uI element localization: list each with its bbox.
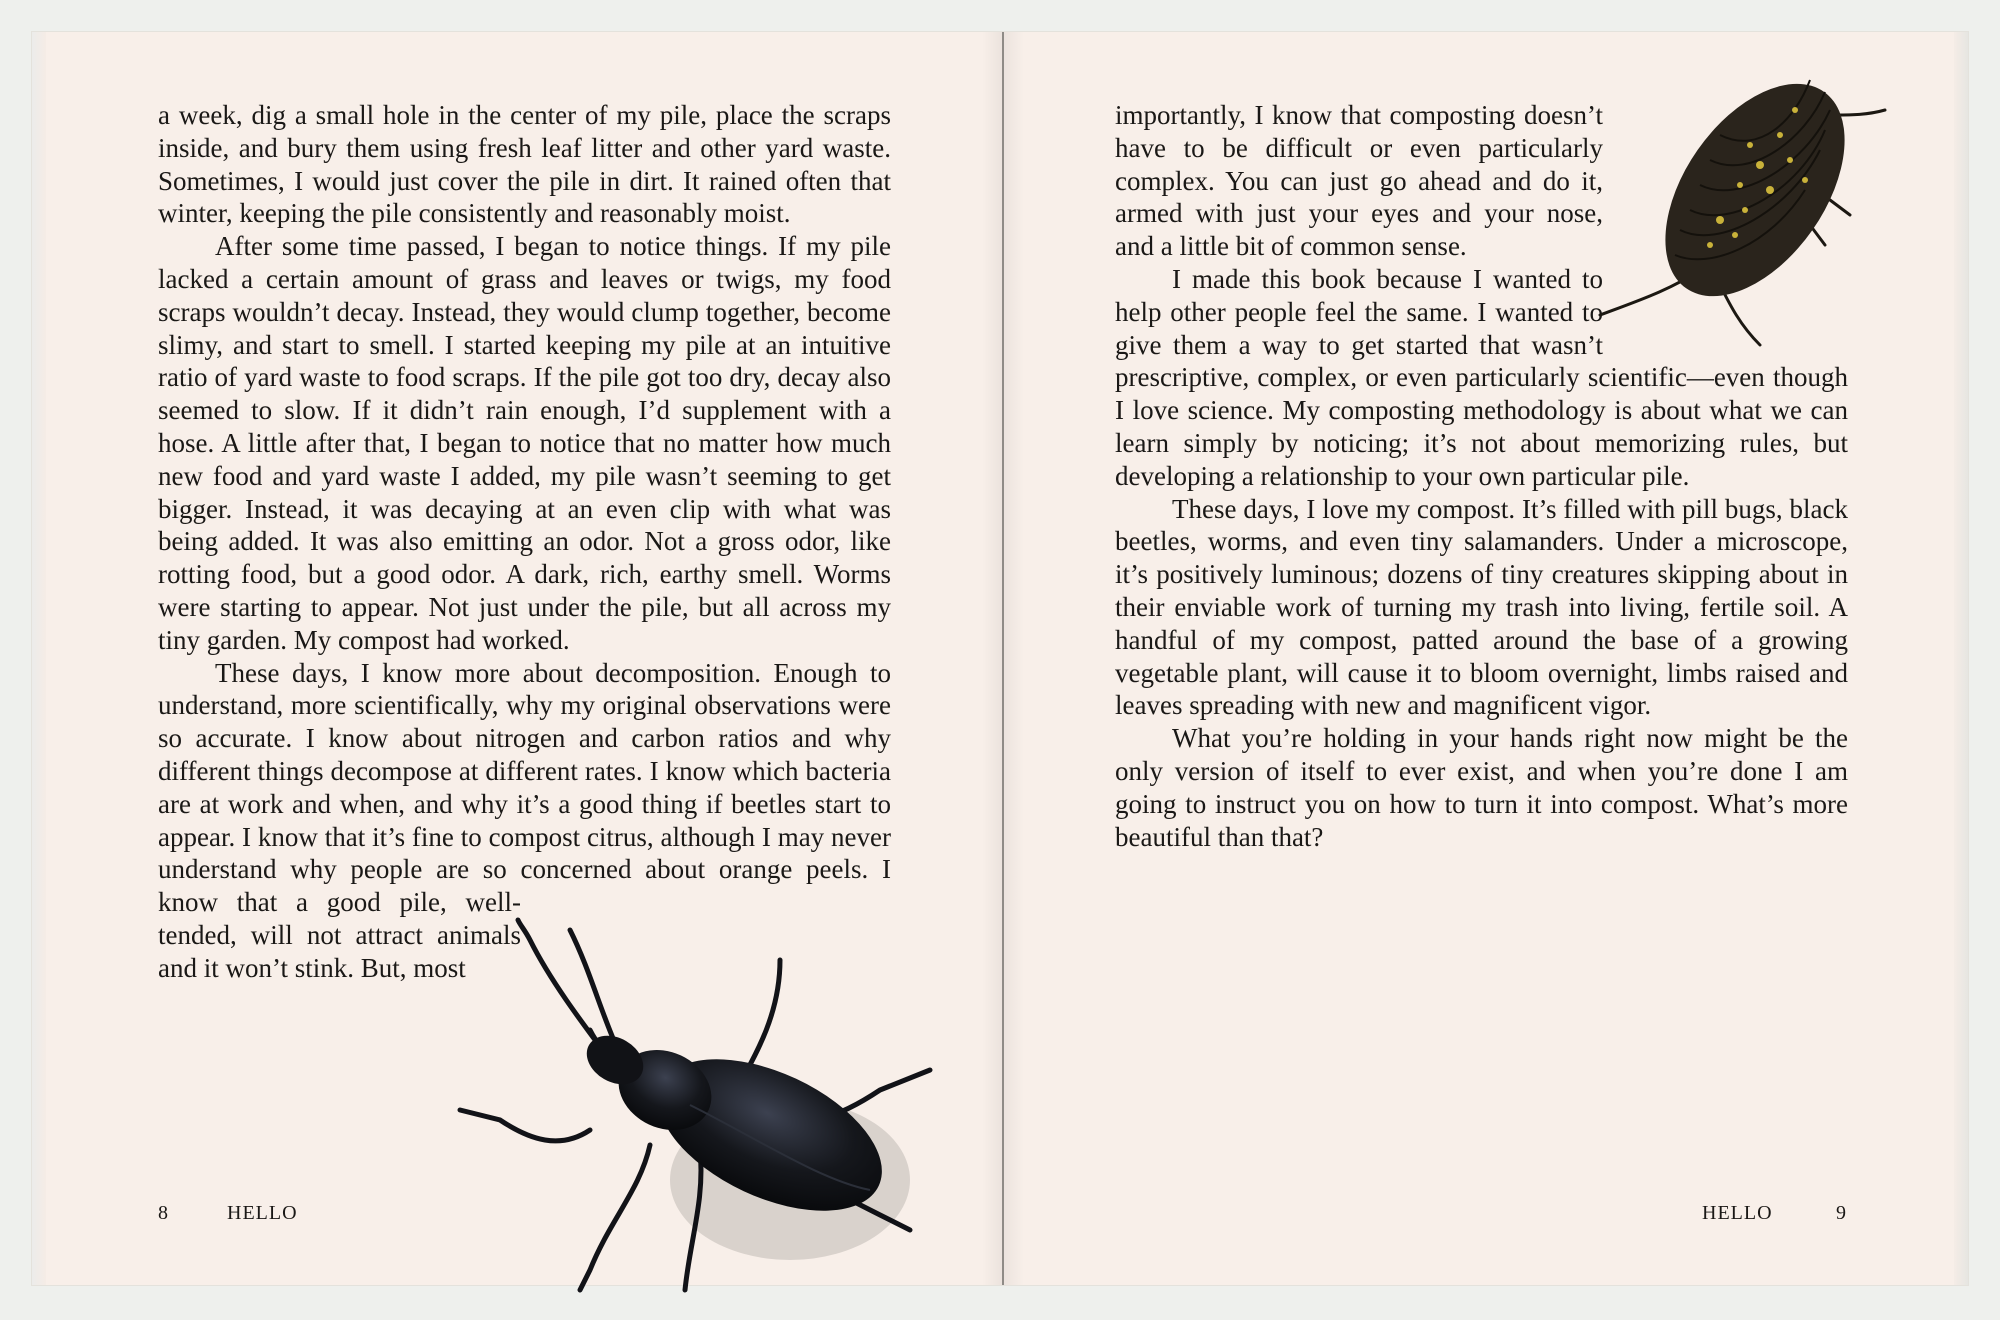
- right-paragraph-4: What you’re holding in your hands right now might be the only version of itself to ever exist, and when you’re done I am going to instruct you on how to turn it into compost. What’s more beautiful than that?: [1115, 723, 1848, 852]
- right-page-edge: [1954, 32, 1968, 1285]
- ground-beetle-illustration: [440, 900, 960, 1300]
- gutter-shadow-left: [982, 32, 1002, 1285]
- right-paragraph-1: importantly, I know that composting doesn’t have to be difficult or even particularly complex. You can just go ahead and do it, armed with just your eyes and your nose, and a little bit of common sense.: [1115, 100, 1603, 262]
- left-paragraph-3: These days, I know more about decomposition. Enough to understand, more scientifically, why my original observations were so accurate. I know about nitrogen and carbon ratios and why different things decompose at different rates. I know which bacteria are at work and when, and why it’s a good thing if beetles start to appear. I know that it’s fine to compost citrus, although I may never understand why people are so concerned about orange peels. I know that a good pile, well-tended, will not attract animals and it won’t stink. But, most: [158, 657, 891, 983]
- gutter-shadow-right: [1004, 32, 1024, 1285]
- left-running-head: HELLO: [227, 1202, 298, 1224]
- right-page-number: 9: [1836, 1202, 1847, 1224]
- left-page-edge: [32, 32, 46, 1285]
- pill-bug-illustration: [1590, 50, 1900, 360]
- right-running-head: HELLO: [1702, 1202, 1773, 1224]
- book-gutter: [1002, 32, 1004, 1285]
- right-paragraph-3: These days, I love my compost. It’s filled with pill bugs, black beetles, worms, and even tiny salamanders. Under a microscope, it’s positively luminous; dozens of tiny creatures skipping about in their enviable work of turning my trash into living, fertile soil. A handful of my compost, patted around the base of a growing vegetable plant, will cause it to bloom overnight, limbs raised and leaves spreading with new and magnificent vigor.: [1115, 493, 1848, 721]
- left-paragraph-2: After some time passed, I began to notice things. If my pile lacked a certain amount of grass and leaves or twigs, my food scraps wouldn’t decay. Instead, they would clump together, become slimy, and start to smell. I started keeping my pile at an intuitive ratio of yard waste to food scraps. If the pile got too dry, decay also seemed to slow. If it didn’t rain enough, I’d supplement with a hose. A little after that, I began to notice that no matter how much new food and yard waste I added, my pile wasn’t seeming to get bigger. Instead, it was decaying at an even clip with what was being added. It was also emitting an odor. Not a gross odor, like rotting food, but a good odor. A dark, rich, earthy smell. Worms were starting to appear. Not just under the pile, but all across my tiny garden. My compost had worked.: [158, 231, 891, 655]
- left-page-number: 8: [158, 1202, 169, 1224]
- right-paragraph-2: I made this book because I wanted to help other people feel the same. I wanted to give them a way to get started that wasn’t prescriptive, complex, or even particularly scientific—even though I love science. My composting methodology is about what we can learn simply by noticing; it’s not about memorizing rules, but developing a relationship to your own particular pile.: [1115, 263, 1848, 491]
- left-paragraph-1: a week, dig a small hole in the center of my pile, place the scraps inside, and bury them using fresh leaf litter and other yard waste. Sometimes, I would just cover the pile in dirt. It rained often that winter, keeping the pile consistently and reasonably moist.: [158, 100, 891, 229]
